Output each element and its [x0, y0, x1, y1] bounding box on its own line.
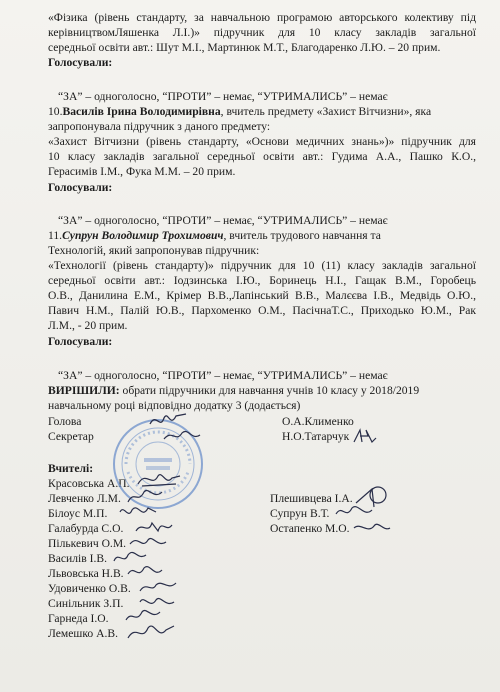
item11-line-4: середньої освіти авт.: Іодзинська І.Ю., Боринець Н.І., Гащак В.М., Горобець	[48, 274, 476, 287]
teacher-left-9: Синільник З.П.	[48, 597, 124, 610]
item11-line-7: Л.М., - 20 прим.	[48, 319, 128, 332]
decision-line-2: навчальному році відповідно додатку 3 (додається)	[48, 399, 301, 412]
item11-line-1	[48, 228, 476, 243]
teacher-right-3: Остапенко М.О.	[270, 522, 350, 535]
teacher-left-5: Пількевич О.М.	[48, 537, 127, 550]
item10-line-1	[48, 104, 476, 119]
item11-line-2: Технологій, який запропонував підручник:	[48, 244, 260, 257]
vote-result: “ЗА” – одноголосно, “ПРОТИ” – немає, “УТРИМАЛИСЬ” – немає	[58, 369, 388, 382]
teachers-label: Вчителі:	[48, 462, 94, 475]
teacher-right-1: Плешивцева І.А.	[270, 492, 353, 505]
item10-teacher-name: Василів Ірина Володимирівна	[62, 105, 221, 118]
decision-line-1-rest: обрати підручники для навчання учнів 10 класу у 2018/2019	[119, 384, 420, 397]
decision-line-1	[48, 383, 476, 398]
signature-teacher-right-3	[352, 518, 392, 538]
head-label: Голова	[48, 415, 82, 428]
item10-line-4: 10 класу закладів загальної середньої освіти авт.: Гудима А.А., Пашко К.О.,	[48, 150, 476, 163]
item11-line-3: «Технології (рівень стандарту)» підручник для 10 (11) класу закладів загальної	[48, 259, 476, 272]
head-name: О.А.Клименко	[282, 415, 354, 428]
vote-result: “ЗА” – одноголосно, “ПРОТИ” – немає, “УТРИМАЛИСЬ” – немає	[58, 90, 388, 103]
teacher-left-11: Лемешко А.В.	[48, 627, 118, 640]
teacher-left-7: Львовська Н.В.	[48, 567, 124, 580]
item11-line-6: Павич Н.М., Палій Ю.В., Пархоменко О.М., ПасічнаТ.С., Приходько Ю.М., Рак	[48, 304, 476, 317]
teacher-right-2: Супрун В.Т.	[270, 507, 330, 520]
teacher-left-4: Галабурда С.О.	[48, 522, 124, 535]
secretary-name: Н.О.Татарчук	[282, 430, 350, 443]
paragraph-physics-line-2: керівництвомЛяшенка Л.І.)» підручник для 10 класу закладів загальної	[48, 26, 476, 39]
teacher-left-1: Красовська А.П.	[48, 477, 130, 490]
decision-label: ВИРІШИЛИ:	[48, 384, 120, 397]
teacher-left-2: Левченко Л.М.	[48, 492, 121, 505]
signature-teacher-left-11	[126, 620, 176, 646]
item11-line-1-rest: , вчитель трудового навчання та	[223, 229, 381, 242]
paragraph-physics-line-1: «Фізика (рівень стандарту, за навчальною програмою авторського колективу під	[48, 11, 476, 24]
secretary-signature-left	[162, 427, 202, 445]
teacher-left-6: Василів І.В.	[48, 552, 107, 565]
teacher-left-3: Білоус М.П.	[48, 507, 108, 520]
secretary-signature-right	[352, 428, 378, 446]
teacher-left-10: Гарнеда І.О.	[48, 612, 109, 625]
item10-number: 10.	[48, 105, 63, 118]
voted-label: Голосували:	[48, 56, 113, 69]
item11-teacher-name: Супрун Володимир Трохимович	[62, 229, 224, 242]
item11-number: 11.	[48, 229, 63, 242]
item10-line-2: запропонувала підручник з даного предмету:	[48, 120, 271, 133]
item10-line-5: Герасимів І.М., Фука М.М. – 20 прим.	[48, 165, 236, 178]
secretary-label: Секретар	[48, 430, 94, 443]
teacher-left-8: Удовиченко О.В.	[48, 582, 131, 595]
voted-label: Голосували:	[48, 335, 113, 348]
vote-result: “ЗА” – одноголосно, “ПРОТИ” – немає, “УТРИМАЛИСЬ” – немає	[58, 214, 388, 227]
item11-line-5: О.В., Данилина Е.М., Крімер В.В.,Лапінський В.В., Малєєва І.В., Медвідь О.Ю.,	[48, 289, 476, 302]
item10-line-1-rest: , вчитель предмету «Захист Вітчизни», яка	[220, 105, 432, 118]
paragraph-physics-line-3: середньої освіти авт.: Шут М.І., Мартинюк М.Т., Благодаренко Л.Ю. – 20 прим.	[48, 41, 441, 54]
item10-line-3: «Захист Вітчизни (рівень стандарту, «Основи медичних знань»)» підручник для	[48, 135, 476, 148]
voted-label: Голосували:	[48, 181, 113, 194]
